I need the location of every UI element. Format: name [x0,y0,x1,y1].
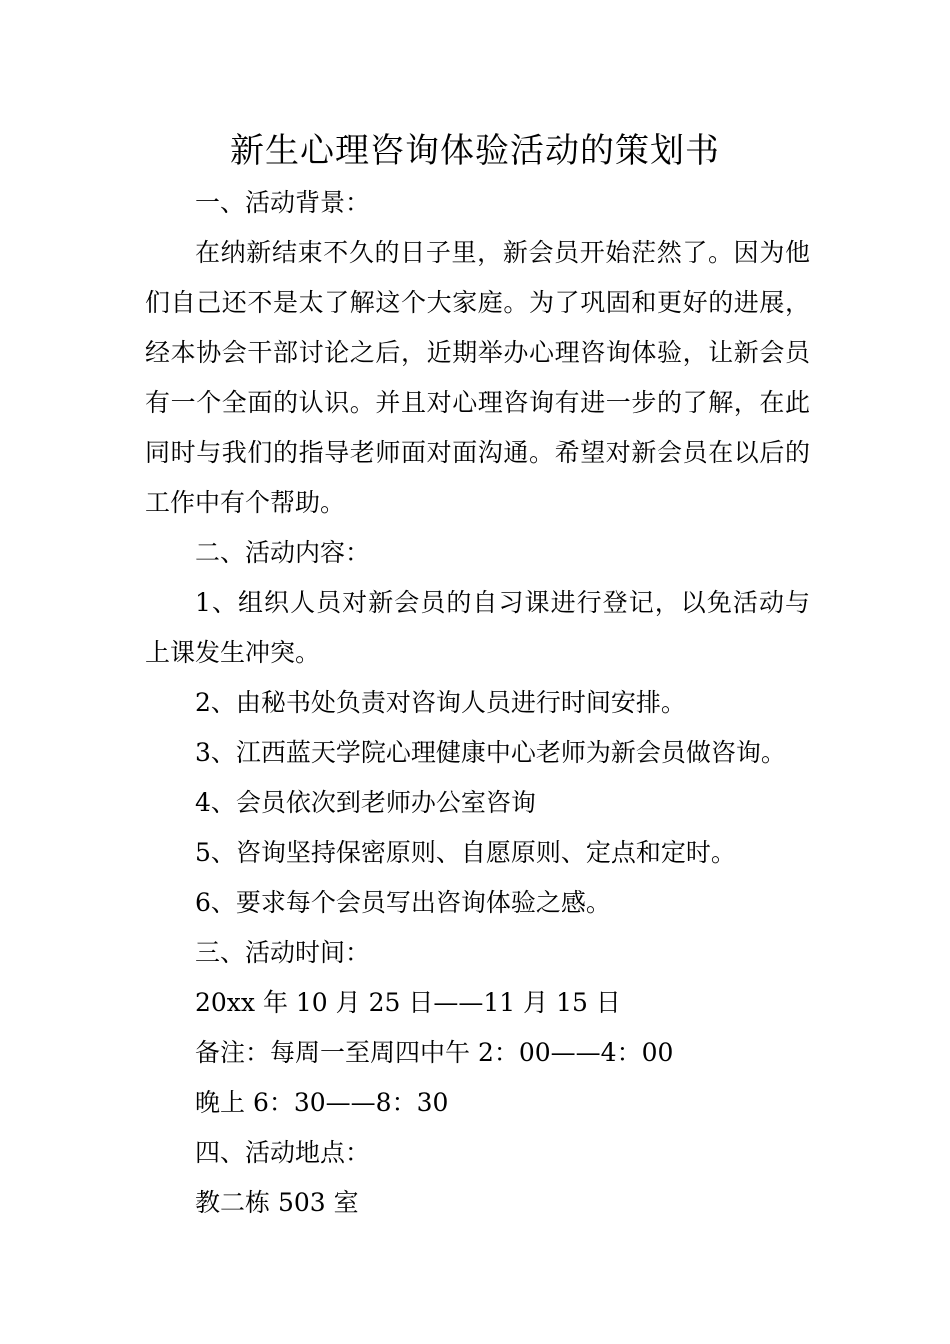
document-title: 新生心理咨询体验活动的策划书 [230,131,720,171]
time-evening: 晚上 6：30——8：30 [195,1088,449,1117]
content-item-2: 2、由秘书处负责对咨询人员进行时间安排。 [195,688,686,717]
content-item-1: 1、组织人员对新会员的自习课进行登记，以免活动与上课发生冲突。 [145,588,810,667]
location-heading: 四、活动地点： [195,1138,371,1167]
time-heading: 三、活动时间： [195,938,371,967]
document-body [145,178,810,1228]
content-item-3: 3、江西蓝天学院心理健康中心老师为新会员做咨询。 [195,738,786,767]
background-paragraph: 在纳新结束不久的日子里，新会员开始茫然了。因为他们自己还不是太了解这个大家庭。为了巩固和更好的进展，经本协会干部讨论之后，近期举办心理咨询体验，让新会员有一个全面的认识。并且对心理咨询有进一步的了解，在此同时与我们的指导老师面对面沟通。希望对新会员在以后的工作中有个帮助。 [145,238,810,517]
location-text: 教二栋 503 室 [195,1188,359,1217]
background-heading: 一、活动背景： [195,188,371,217]
content-item-6: 6、要求每个会员写出咨询体验之感。 [195,888,611,917]
time-note: 备注：每周一至周四中午 2：00——4：00 [195,1038,674,1067]
content-item-4: 4、会员依次到老师办公室咨询 [195,788,536,817]
content-heading: 二、活动内容： [195,538,371,567]
time-range: 20xx 年 10 月 25 日——11 月 15 日 [195,988,621,1017]
content-item-5: 5、咨询坚持保密原则、自愿原则、定点和定时。 [195,838,736,867]
